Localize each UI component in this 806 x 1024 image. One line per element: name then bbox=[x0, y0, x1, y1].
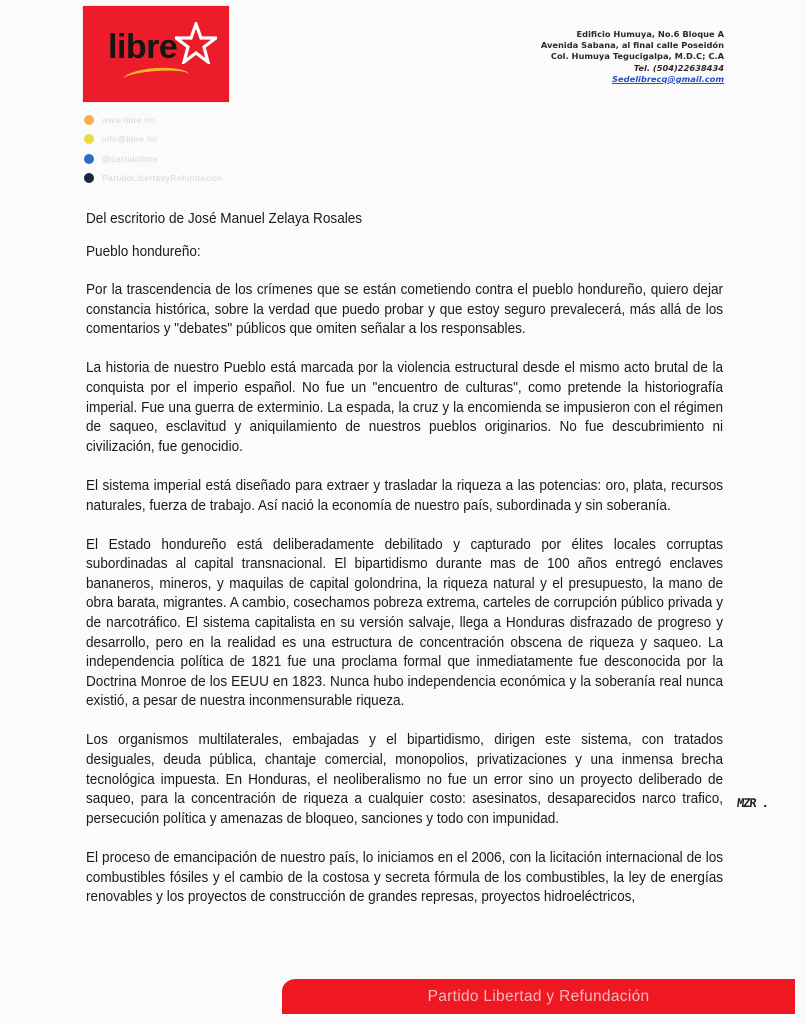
social-link-text: @partidolibre bbox=[102, 153, 158, 164]
paragraph: El Estado hondureño está deliberadamente debilitado y capturado por élites locales corruptas subordinadas al capital transnacional. El bipartidismo durante mas de 100 años entregó enclaves bananeros, mineros, y maquilas de capital golondrina, la riqueza natural y el presupuesto, la mano de obra barata, migrantes. A cambio, cosechamos pobreza extrema, carteles de corrupción público privada y de narcotráfico. El sistema capitalista en su versión salvaje, llega a Honduras disfrazado de progreso y desarrollo, pero en la realidad es una estructura de concentración obscena de riqueza y saqueo. La independencia política de 1821 fue una proclama formal que inmediatamente fue desconocida por la Doctrina Monroe de los EEUU en 1823. Nunca hubo independencia económica y la soberanía real nunca existió, a pesar de nuestra inconmensurable riqueza. bbox=[86, 536, 724, 710]
phone-number: Tel. (504)22638434 bbox=[633, 62, 724, 73]
sun-icon bbox=[84, 115, 94, 125]
handwritten-initials: MZR . bbox=[736, 796, 769, 810]
letter-body bbox=[86, 210, 724, 927]
footer-text: Partido Libertad y Refundación bbox=[427, 987, 650, 1005]
letterhead-address bbox=[541, 29, 724, 85]
social-link-twitter[interactable] bbox=[84, 149, 222, 169]
star-icon bbox=[175, 22, 217, 64]
sun-icon bbox=[84, 134, 94, 144]
paragraph: La historia de nuestro Pueblo está marcada por la violencia estructural desde el mismo acto brutal de la conquista por el imperio español. No fue un "encuentro de culturas", como pretende la historiografía imperial. Fue una guerra de exterminio. La espada, la cruz y la encomienda se impusieron con el régimen de saqueo, esclavitud y aniquilamiento de nuestros pueblos originarios. No fue descubrimiento ni civilización, fue genocidio. bbox=[86, 360, 724, 455]
address-line: Edificio Humuya, No.6 Bloque A bbox=[576, 29, 724, 39]
social-link-facebook[interactable] bbox=[84, 169, 222, 189]
paragraph: El sistema imperial está diseñado para extraer y trasladar la riqueza a las potencias: oro, plata, recursos naturales, fuerza de trabajo. Así nació la economía de nuestro país, subordinada y sin soberanía. bbox=[86, 477, 724, 514]
footer-banner bbox=[282, 979, 795, 1014]
paragraph: Por la trascendencia de los crímenes que se están cometiendo contra el pueblo hondureño, quiero dejar constancia histórica, sobre la verdad que puedo probar y que estoy seguro prevalecerá, más allá de los comentarios y "debates" públicos que omiten señalar a los responsables. bbox=[86, 282, 724, 338]
paragraph: Los organismos multilaterales, embajadas y el bipartidismo, dirigen este sistema, con tratados desiguales, deuda pública, chantaje comercial, monopolios, privatizaciones y una inmensa brecha tecnológica impuesta. En Honduras, el neoliberalismo no fue un error sino un proyecto deliberado de saqueo, para la concentración de riqueza a cualquier costo: asesinatos, desaparecidos narco trafico, persecución política y amenazas de bloqueo, sanciones y todo con impunidad. bbox=[86, 732, 724, 827]
social-links bbox=[84, 110, 222, 188]
email-link[interactable]: Sedelibrecq@gmail.com bbox=[612, 73, 724, 84]
twitter-icon bbox=[84, 154, 94, 164]
logo-swoosh bbox=[123, 66, 190, 82]
greeting: Pueblo hondureño: bbox=[86, 243, 201, 260]
facebook-icon bbox=[84, 173, 94, 183]
social-link-text: PartidoLibertadyRefundacion bbox=[102, 173, 223, 184]
social-link-email[interactable] bbox=[84, 130, 222, 150]
social-link-text: info@libre.hn bbox=[102, 134, 158, 145]
address-line: Col. Humuya Tegucigalpa, M.D.C; C.A bbox=[550, 51, 724, 62]
address-line: Avenida Sabana, al final calle Poseidón bbox=[540, 40, 724, 51]
logo-wordmark: libre bbox=[108, 28, 178, 66]
from-line: Del escritorio de José Manuel Zelaya Rosales bbox=[86, 211, 363, 227]
social-link-text: www.libre.hn bbox=[102, 114, 155, 125]
libre-logo bbox=[83, 6, 229, 102]
paragraph: El proceso de emancipación de nuestro país, lo iniciamos en el 2006, con la licitación internacional de los combustibles fósiles y el cambio de la costosa y secreta fórmula de los combustibles, la ley de energías renovables y los proyectos de construcción de grandes represas, proyectos hidroeléctricos, bbox=[86, 849, 724, 906]
social-link-web[interactable] bbox=[84, 110, 222, 130]
